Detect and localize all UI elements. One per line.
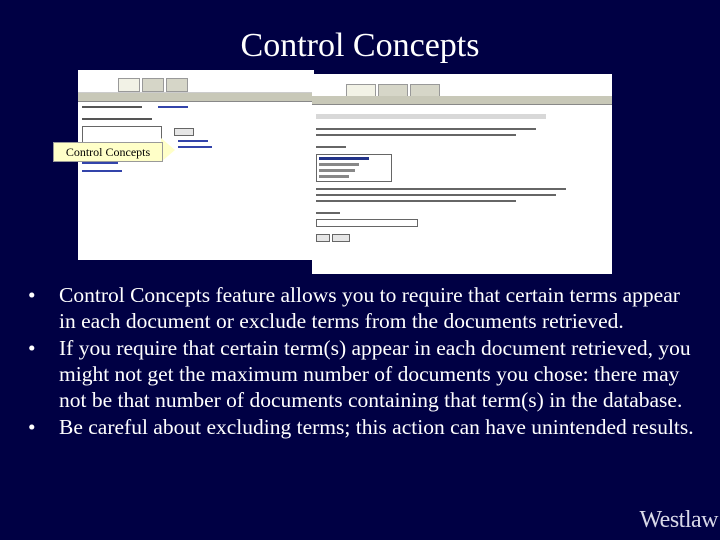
bullet-mark: •	[28, 415, 36, 439]
screenshot-tab	[118, 78, 140, 92]
screenshot-tab	[166, 78, 188, 92]
screenshot-text-line	[316, 194, 556, 196]
control-concepts-callout: Control Concepts	[53, 142, 163, 162]
callout-arrow	[161, 138, 175, 162]
screenshot-list-item	[319, 169, 355, 172]
screenshot-header	[78, 70, 314, 93]
screenshot-list-item	[319, 163, 359, 166]
screenshot-banner	[316, 114, 546, 119]
screenshot-text-line	[316, 212, 340, 214]
bullet-list	[28, 282, 698, 441]
bullet-text: If you require that certain term(s) appear in each document retrieved, you might not get the maximum number of documents you chose: there may not be that number of documents containing that term(s) in the database.	[59, 336, 691, 412]
control-concepts-screenshot	[312, 74, 612, 274]
screenshot-list-item	[319, 175, 349, 178]
screenshot-link-line	[82, 162, 118, 164]
screenshot-text-line	[82, 106, 142, 108]
screenshot-text-line	[316, 134, 516, 136]
screenshot-text-line	[316, 128, 536, 130]
westlaw-search-screenshot	[78, 70, 314, 260]
bullet-item	[28, 335, 698, 413]
westlaw-logo: Westlaw	[639, 507, 718, 533]
screenshot-toolbar	[78, 93, 314, 102]
screenshot-text-line	[316, 188, 566, 190]
slide-title: Control Concepts	[240, 27, 480, 64]
screenshot-clear-button	[332, 234, 350, 242]
screenshot-link-line	[178, 146, 212, 148]
screenshot-text-line	[82, 118, 152, 120]
screenshot-link-line	[82, 170, 122, 172]
screenshot-text-line	[316, 200, 516, 202]
screenshot-tabs	[118, 78, 188, 92]
screenshot-exclude-input	[316, 219, 418, 227]
bullet-item	[28, 414, 698, 440]
bullet-text: Control Concepts feature allows you to require that certain terms appear in each document or exclude terms from the documents retrieved.	[59, 283, 680, 333]
bullet-item	[28, 282, 698, 334]
screenshot-link-line	[178, 140, 208, 142]
screenshot-toolbar	[312, 96, 612, 105]
screenshot-tab	[142, 78, 164, 92]
screenshot-ok-button	[316, 234, 330, 242]
screenshot-link-line	[158, 106, 188, 108]
bullet-mark: •	[28, 336, 36, 360]
bullet-text: Be careful about excluding terms; this action can have unintended results.	[59, 415, 694, 439]
screenshot-text-line	[316, 146, 346, 148]
bullet-mark: •	[28, 283, 36, 307]
screenshot-list-item	[319, 157, 369, 160]
screenshot-search-button	[174, 128, 194, 136]
screenshot-header	[312, 74, 612, 96]
screenshot-concepts-list	[316, 154, 392, 182]
